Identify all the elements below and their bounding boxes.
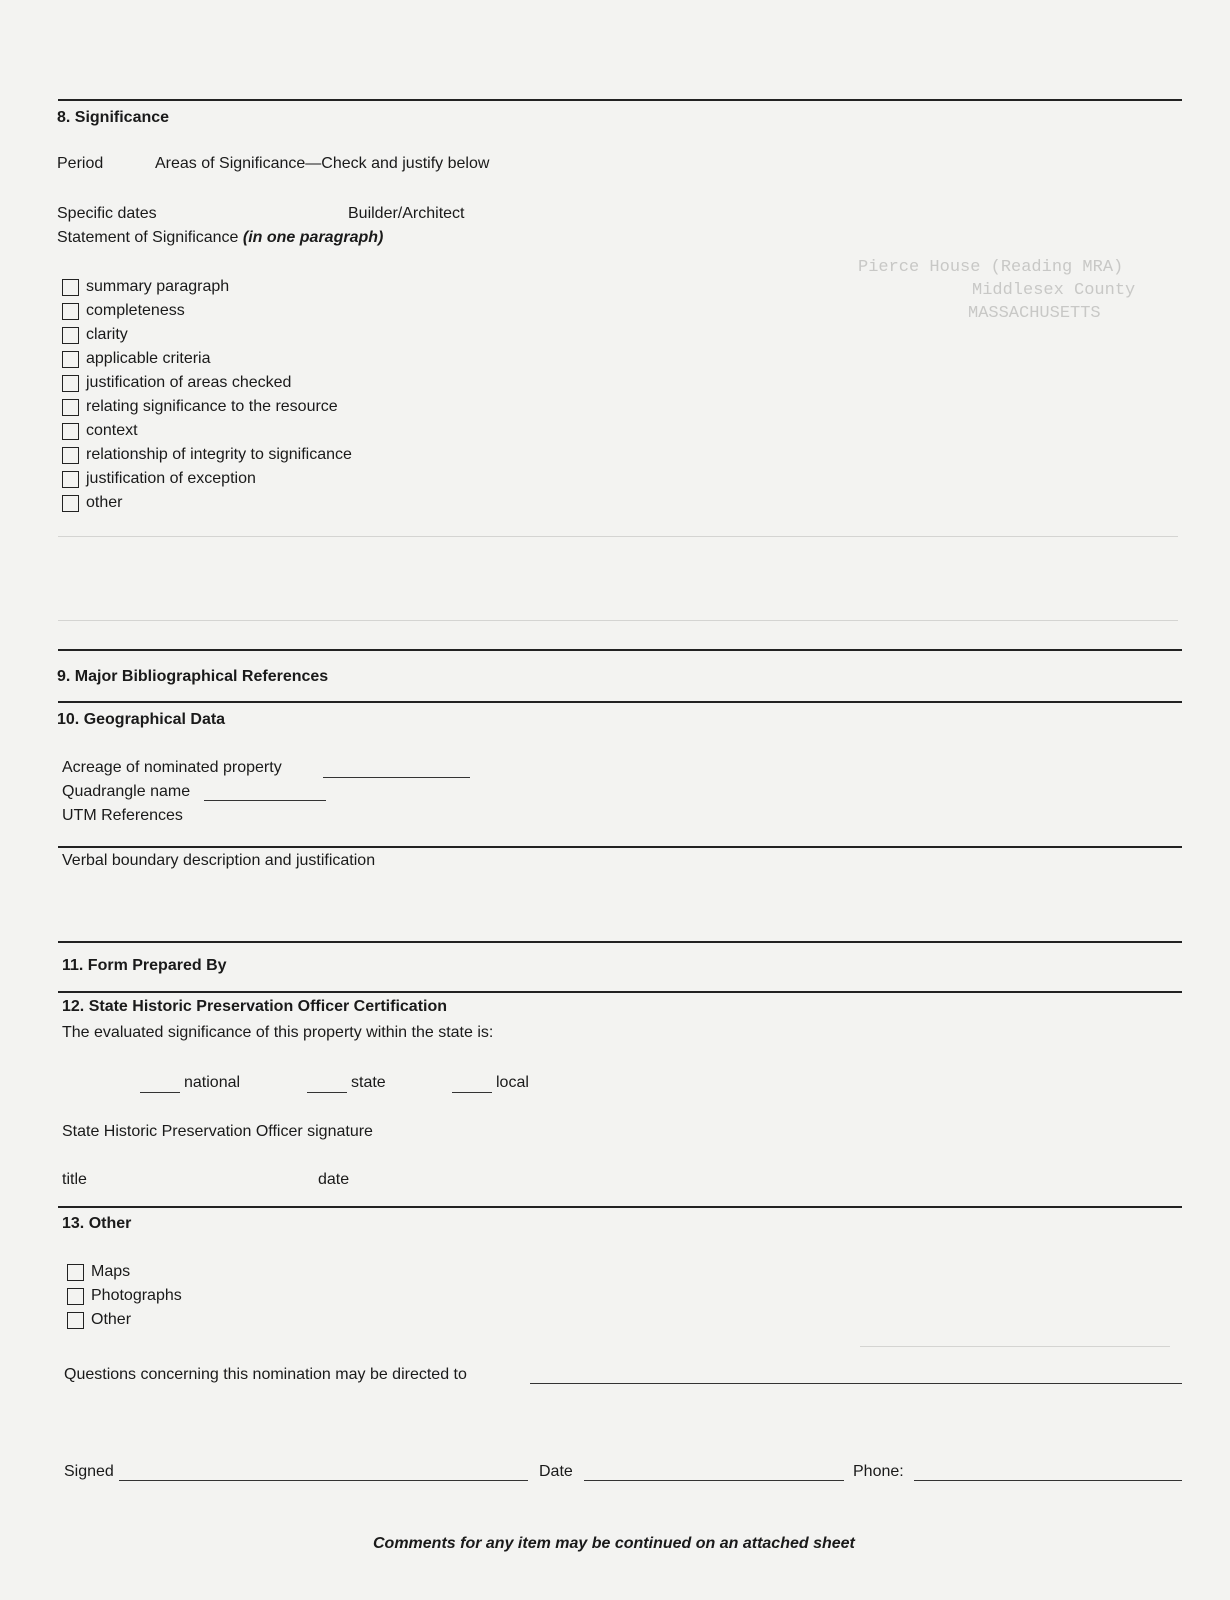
acreage-label: Acreage of nominated property — [62, 759, 282, 776]
checklist-item — [62, 469, 256, 489]
checklist-item — [62, 421, 138, 441]
checklist-label: completeness — [86, 302, 185, 319]
checkbox[interactable] — [62, 423, 79, 440]
section-divider — [58, 99, 1182, 101]
checklist-label: clarity — [86, 326, 128, 343]
bleed-rule — [58, 536, 1178, 537]
boundary-description-label: Verbal boundary description and justification — [62, 852, 376, 869]
utm-references-label: UTM References — [62, 807, 183, 824]
checklist-label: other — [86, 494, 123, 511]
checkbox[interactable] — [67, 1288, 84, 1305]
checklist-item — [62, 373, 291, 393]
checkbox[interactable] — [62, 279, 79, 296]
phone-field[interactable] — [914, 1480, 1182, 1481]
signed-date-label: Date — [539, 1463, 573, 1480]
section-divider — [58, 941, 1182, 943]
checklist-item — [62, 301, 185, 321]
section-8-heading: 8. Significance — [57, 109, 170, 126]
bleed-through-1: Pierce House (Reading MRA) — [858, 258, 1124, 277]
checklist-item — [62, 445, 352, 465]
questions-field[interactable] — [530, 1383, 1182, 1384]
checklist-label: Maps — [91, 1263, 131, 1280]
checkbox[interactable] — [62, 399, 79, 416]
section-divider — [58, 1206, 1182, 1208]
checklist-label: context — [86, 422, 138, 439]
checklist-item — [62, 397, 338, 417]
checklist-item — [62, 493, 122, 513]
certification-statement: The evaluated significance of this property within the state is: — [62, 1024, 494, 1041]
checkbox[interactable] — [62, 351, 79, 368]
checkbox[interactable] — [62, 303, 79, 320]
checkbox[interactable] — [67, 1264, 84, 1281]
checklist-item — [62, 349, 211, 369]
period-label: Period — [57, 155, 104, 172]
section-divider — [58, 649, 1182, 651]
section-divider — [58, 701, 1182, 703]
checkbox[interactable] — [62, 495, 79, 512]
section-9-heading: 9. Major Bibliographical References — [57, 668, 329, 685]
bleed-through-2: Middlesex County — [972, 281, 1136, 300]
checklist-label: relationship of integrity to significance — [86, 446, 352, 463]
checklist-label: Other — [91, 1311, 132, 1328]
local-field[interactable] — [452, 1092, 492, 1093]
other-checklist-item — [67, 1310, 131, 1330]
section-10-heading: 10. Geographical Data — [57, 711, 226, 728]
statement-note: (in one paragraph) — [242, 229, 384, 246]
quadrangle-field[interactable] — [204, 800, 326, 801]
checkbox[interactable] — [62, 447, 79, 464]
section-divider — [58, 846, 1182, 848]
signed-date-field[interactable] — [584, 1480, 844, 1481]
section-11-heading: 11. Form Prepared By — [62, 957, 227, 974]
checkbox[interactable] — [62, 471, 79, 488]
title-label: title — [62, 1171, 87, 1188]
section-13-heading: 13. Other — [62, 1215, 132, 1232]
checklist-label: summary paragraph — [86, 278, 230, 295]
checklist-label: justification of areas checked — [86, 374, 292, 391]
signed-label: Signed — [64, 1463, 114, 1480]
date-label: date — [318, 1171, 350, 1188]
checklist-item — [62, 277, 229, 297]
checklist-item — [62, 325, 128, 345]
shpo-signature-label: State Historic Preservation Officer signature — [62, 1123, 373, 1140]
other-checklist-item — [67, 1262, 130, 1282]
section-divider — [58, 991, 1182, 993]
statement-of-significance-label — [57, 228, 383, 248]
national-label: national — [184, 1074, 241, 1091]
footer-note: Comments for any item may be continued on an attached sheet — [373, 1535, 855, 1552]
national-field[interactable] — [140, 1092, 180, 1093]
checklist-label: applicable criteria — [86, 350, 211, 367]
checkbox[interactable] — [67, 1312, 84, 1329]
bleed-rule — [860, 1346, 1170, 1347]
checkbox[interactable] — [62, 375, 79, 392]
state-label: state — [351, 1074, 386, 1091]
checklist-label: relating significance to the resource — [86, 398, 338, 415]
acreage-field[interactable] — [323, 777, 470, 778]
checklist-label: Photographs — [91, 1287, 182, 1304]
statement-label-text: Statement of Significance — [57, 229, 239, 246]
questions-label: Questions concerning this nomination may be directed to — [64, 1366, 467, 1383]
checkbox[interactable] — [62, 327, 79, 344]
section-12-heading: 12. State Historic Preservation Officer Certification — [62, 998, 448, 1015]
checklist-label: justification of exception — [86, 470, 256, 487]
phone-label: Phone: — [853, 1463, 904, 1480]
specific-dates-label: Specific dates — [57, 205, 157, 222]
builder-architect-label: Builder/Architect — [348, 205, 465, 222]
state-field[interactable] — [307, 1092, 347, 1093]
bleed-through-3: MASSACHUSETTS — [968, 304, 1101, 323]
quadrangle-label: Quadrangle name — [62, 783, 191, 800]
bleed-rule — [58, 620, 1178, 621]
signed-field[interactable] — [119, 1480, 528, 1481]
areas-of-significance-label: Areas of Significance—Check and justify below — [155, 155, 490, 172]
local-label: local — [496, 1074, 529, 1091]
other-checklist-item — [67, 1286, 182, 1306]
